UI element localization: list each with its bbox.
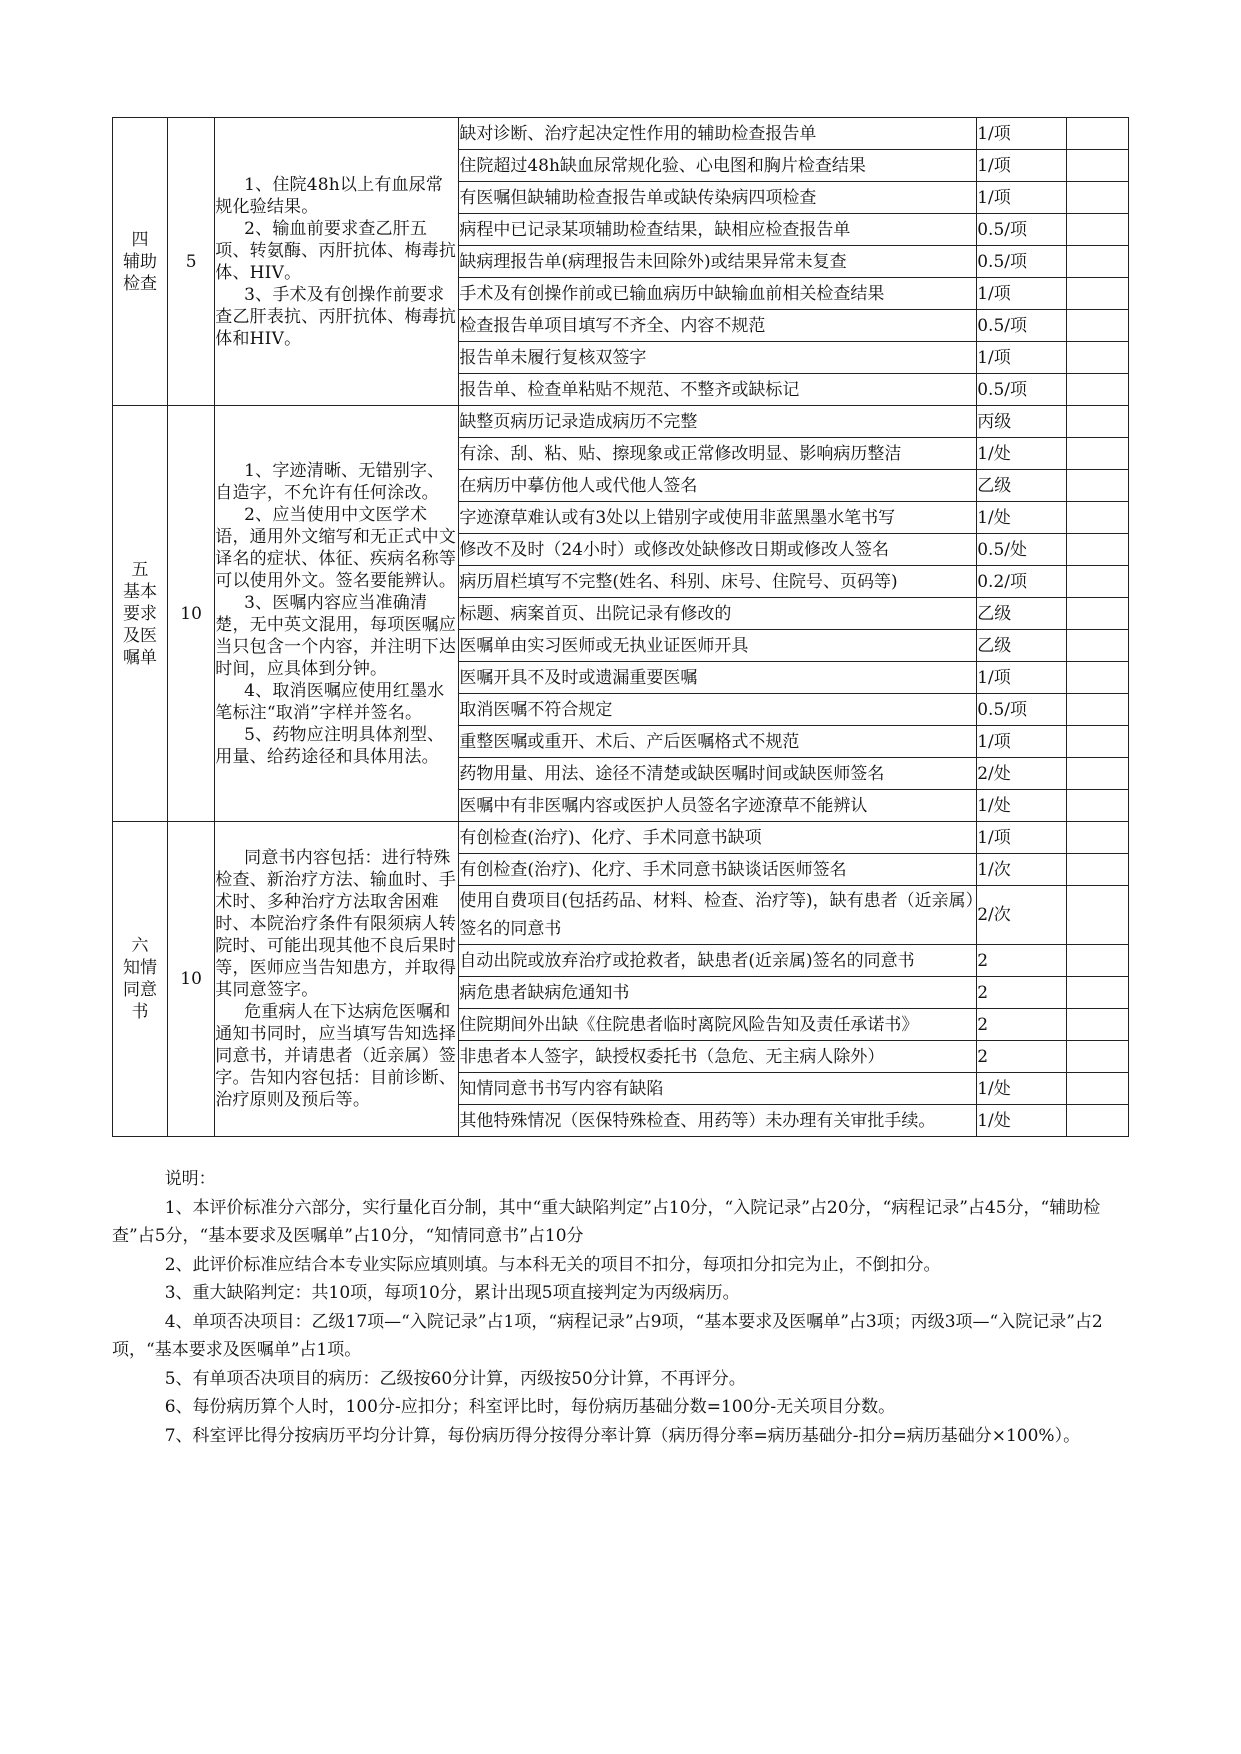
deduction-value: 1/项 xyxy=(977,118,1067,150)
requirement-paragraph: 3、医嘱内容应当准确清楚，无中英文混用，每项医嘱应当只包含一个内容，并注明下达时间，应具体到分钟。 xyxy=(215,592,457,679)
table-row xyxy=(113,406,1129,438)
score-blank-cell xyxy=(1067,790,1129,822)
deduction-item-text: 检查报告单项目填写不齐全、内容不规范 xyxy=(459,310,977,342)
score-blank-cell xyxy=(1067,694,1129,726)
deduction-item-text: 修改不及时（24小时）或修改处缺修改日期或修改人签名 xyxy=(459,534,977,566)
score-blank-cell xyxy=(1067,1041,1129,1073)
score-blank-cell xyxy=(1067,758,1129,790)
category-line: 要求 xyxy=(122,603,157,624)
requirement-paragraph: 1、住院48h以上有血尿常规化验结果。 xyxy=(215,174,444,217)
notes-title: 说明： xyxy=(164,1169,216,1189)
section-score: 10 xyxy=(167,822,214,1137)
note-line: 6、每份病历算个人时，100分-应扣分；科室评比时，每份病历基础分数=100分-无关项目分数。 xyxy=(164,1397,896,1417)
category-line: 六 xyxy=(131,936,149,956)
score-blank-cell xyxy=(1067,1009,1129,1041)
deduction-item-text: 字迹潦草难认或有3处以上错别字或使用非蓝黑墨水笔书写 xyxy=(459,502,977,534)
deduction-value: 1/处 xyxy=(977,438,1067,470)
score-blank-cell xyxy=(1067,118,1129,150)
deduction-item-text: 有创检查(治疗)、化疗、手术同意书缺项 xyxy=(459,822,977,854)
deduction-value: 1/项 xyxy=(977,726,1067,758)
deduction-value: 2 xyxy=(977,945,1067,977)
section-score: 10 xyxy=(167,406,214,822)
score-blank-cell xyxy=(1067,182,1129,214)
note-line: 1、本评价标准分六部分，实行量化百分制，其中“重大缺陷判定”占10分，“入院记录”占20分，“病程记录”占45分，“辅助检查”占5分，“基本要求及医嘱单”占10分，“知情同意书”占10分 xyxy=(112,1197,1101,1246)
deduction-item-text: 缺病理报告单(病理报告未回除外)或结果异常未复查 xyxy=(459,246,977,278)
deduction-item-text: 医嘱开具不及时或遗漏重要医嘱 xyxy=(459,662,977,694)
deduction-item-text: 有医嘱但缺辅助检查报告单或缺传染病四项检查 xyxy=(459,182,977,214)
score-blank-cell xyxy=(1067,150,1129,182)
deduction-value: 乙级 xyxy=(977,630,1067,662)
deduction-value: 2/次 xyxy=(977,886,1067,945)
deduction-item-text: 取消医嘱不符合规定 xyxy=(459,694,977,726)
score-blank-cell xyxy=(1067,214,1129,246)
deduction-value: 1/处 xyxy=(977,790,1067,822)
deduction-item-text: 病程中已记录某项辅助检查结果，缺相应检查报告单 xyxy=(459,214,977,246)
deduction-value: 2 xyxy=(977,1041,1067,1073)
deduction-item-text: 手术及有创操作前或已输血病历中缺输血前相关检查结果 xyxy=(459,278,977,310)
deduction-item-text: 病历眉栏填写不完整(姓名、科别、床号、住院号、页码等) xyxy=(459,566,977,598)
deduction-item-text: 报告单未履行复核双签字 xyxy=(459,342,977,374)
deduction-item-text: 非患者本人签字，缺授权委托书（急危、无主病人除外） xyxy=(459,1041,977,1073)
note-line: 5、有单项否决项目的病历：乙级按60分计算，丙级按50分计算，不再评分。 xyxy=(164,1368,746,1389)
deduction-value: 1/处 xyxy=(977,502,1067,534)
score-blank-cell xyxy=(1067,977,1129,1009)
section-requirements xyxy=(215,822,459,1137)
deduction-item-text: 自动出院或放弃治疗或抢救者，缺患者(近亲属)签名的同意书 xyxy=(459,945,977,977)
category-line: 基本 xyxy=(122,581,157,602)
deduction-value: 0.2/项 xyxy=(977,566,1067,598)
deduction-value: 0.5/项 xyxy=(977,214,1067,246)
section-category xyxy=(113,822,168,1137)
notes-lines xyxy=(112,1194,1129,1451)
deduction-item-text: 有涂、刮、粘、贴、擦现象或正常修改明显、影响病历整洁 xyxy=(459,438,977,470)
score-blank-cell xyxy=(1067,1105,1129,1137)
category-line: 检查 xyxy=(122,273,157,294)
requirement-paragraph: 4、取消医嘱应使用红墨水笔标注“取消”字样并签名。 xyxy=(215,680,445,723)
score-blank-cell xyxy=(1067,502,1129,534)
deduction-item-text: 使用自费项目(包括药品、材料、检查、治疗等)，缺有患者（近亲属）签名的同意书 xyxy=(459,886,977,945)
score-blank-cell xyxy=(1067,886,1129,945)
section-requirements xyxy=(215,118,459,406)
score-blank-cell xyxy=(1067,854,1129,886)
requirement-paragraph: 5、药物应注明具体剂型、用量、给药途径和具体用法。 xyxy=(215,724,445,767)
deduction-value: 1/项 xyxy=(977,182,1067,214)
requirement-paragraph: 3、手术及有创操作前要求查乙肝表抗、丙肝抗体、梅毒抗体和HIV。 xyxy=(215,284,457,349)
score-blank-cell xyxy=(1067,945,1129,977)
deduction-value: 0.5/项 xyxy=(977,374,1067,406)
score-blank-cell xyxy=(1067,1073,1129,1105)
table-row xyxy=(113,822,1129,854)
table-body xyxy=(113,118,1129,1137)
category-line: 同意 xyxy=(122,980,157,1000)
requirement-paragraph: 1、字迹清晰、无错别字、自造字，不允许有任何涂改。 xyxy=(215,460,445,503)
notes-section xyxy=(112,1165,1129,1450)
deduction-value: 1/处 xyxy=(977,1073,1067,1105)
deduction-value: 乙级 xyxy=(977,470,1067,502)
category-line: 辅助 xyxy=(122,251,157,272)
section-score: 5 xyxy=(167,118,214,406)
deduction-value: 1/处 xyxy=(977,1105,1067,1137)
score-blank-cell xyxy=(1067,470,1129,502)
deduction-value: 丙级 xyxy=(977,406,1067,438)
deduction-item-text: 报告单、检查单粘贴不规范、不整齐或缺标记 xyxy=(459,374,977,406)
deduction-item-text: 病危患者缺病危通知书 xyxy=(459,977,977,1009)
deduction-item-text: 缺整页病历记录造成病历不完整 xyxy=(459,406,977,438)
deduction-item-text: 住院期间外出缺《住院患者临时离院风险告知及责任承诺书》 xyxy=(459,1009,977,1041)
evaluation-standard-table xyxy=(112,117,1129,1137)
evaluation-standard-table-container xyxy=(112,117,1129,1137)
deduction-value: 1/项 xyxy=(977,278,1067,310)
section-category xyxy=(113,406,168,822)
deduction-value: 1/项 xyxy=(977,822,1067,854)
section-requirements xyxy=(215,406,459,822)
score-blank-cell xyxy=(1067,726,1129,758)
requirement-paragraph: 2、应当使用中文医学术语，通用外文缩写和无正式中文译名的症状、体征、疾病名称等可以使用外文。签名要能辨认。 xyxy=(215,504,457,591)
score-blank-cell xyxy=(1067,246,1129,278)
category-line: 嘱单 xyxy=(122,647,157,668)
score-blank-cell xyxy=(1067,278,1129,310)
score-blank-cell xyxy=(1067,534,1129,566)
table-row xyxy=(113,118,1129,150)
category-line: 知情 xyxy=(122,958,157,978)
score-blank-cell xyxy=(1067,598,1129,630)
deduction-item-text: 标题、病案首页、出院记录有修改的 xyxy=(459,598,977,630)
score-blank-cell xyxy=(1067,630,1129,662)
deduction-value: 乙级 xyxy=(977,598,1067,630)
score-blank-cell xyxy=(1067,342,1129,374)
category-line: 及医 xyxy=(122,625,157,646)
score-blank-cell xyxy=(1067,438,1129,470)
score-blank-cell xyxy=(1067,822,1129,854)
deduction-item-text: 缺对诊断、治疗起决定性作用的辅助检查报告单 xyxy=(459,118,977,150)
deduction-value: 2 xyxy=(977,977,1067,1009)
deduction-value: 1/项 xyxy=(977,662,1067,694)
deduction-value: 1/项 xyxy=(977,150,1067,182)
deduction-value: 2/处 xyxy=(977,758,1067,790)
score-blank-cell xyxy=(1067,406,1129,438)
deduction-item-text: 医嘱单由实习医师或无执业证医师开具 xyxy=(459,630,977,662)
deduction-item-text: 在病历中摹仿他人或代他人签名 xyxy=(459,470,977,502)
section-category xyxy=(113,118,168,406)
category-line: 书 xyxy=(131,1002,149,1022)
score-blank-cell xyxy=(1067,566,1129,598)
deduction-item-text: 有创检查(治疗)、化疗、手术同意书缺谈话医师签名 xyxy=(459,854,977,886)
deduction-value: 0.5/项 xyxy=(977,246,1067,278)
deduction-item-text: 药物用量、用法、途径不清楚或缺医嘱时间或缺医师签名 xyxy=(459,758,977,790)
requirement-paragraph: 2、输血前要求查乙肝五项、转氨酶、丙肝抗体、梅毒抗体、HIV。 xyxy=(215,218,457,283)
deduction-value: 1/项 xyxy=(977,342,1067,374)
deduction-item-text: 知情同意书书写内容有缺陷 xyxy=(459,1073,977,1105)
requirement-paragraph: 同意书内容包括：进行特殊检查、新治疗方法、输血时、手术时、多种治疗方法取舍困难时、本院治疗条件有限须病人转院时、可能出现其他不良后果时等，医师应当告知患方，并取得其同意签字。 xyxy=(215,848,457,1000)
deduction-item-text: 医嘱中有非医嘱内容或医护人员签名字迹潦草不能辨认 xyxy=(459,790,977,822)
deduction-value: 0.5/项 xyxy=(977,310,1067,342)
score-blank-cell xyxy=(1067,374,1129,406)
score-blank-cell xyxy=(1067,662,1129,694)
note-line: 7、科室评比得分按病历平均分计算，每份病历得分按得分率计算（病历得分率=病历基础分-扣分=病历基础分×100%）。 xyxy=(164,1425,1081,1446)
deduction-item-text: 住院超过48h缺血尿常规化验、心电图和胸片检查结果 xyxy=(459,150,977,182)
deduction-item-text: 其他特殊情况（医保特殊检查、用药等）未办理有关审批手续。 xyxy=(459,1105,977,1137)
note-line: 4、单项否决项目：乙级17项—“入院记录”占1项，“病程记录”占9项，“基本要求及医嘱单”占3项；丙级3项—“入院记录”占2项，“基本要求及医嘱单”占1项。 xyxy=(112,1311,1103,1360)
deduction-item-text: 重整医嘱或重开、术后、产后医嘱格式不规范 xyxy=(459,726,977,758)
deduction-value: 2 xyxy=(977,1009,1067,1041)
requirement-paragraph: 危重病人在下达病危医嘱和通知书同时，应当填写告知选择同意书，并请患者（近亲属）签字。告知内容包括：目前诊断、治疗原则及预后等。 xyxy=(215,1002,457,1110)
deduction-value: 1/次 xyxy=(977,854,1067,886)
deduction-value: 0.5/项 xyxy=(977,694,1067,726)
category-line: 五 xyxy=(131,559,149,580)
score-blank-cell xyxy=(1067,310,1129,342)
note-line: 2、此评价标准应结合本专业实际应填则填。与本科无关的项目不扣分，每项扣分扣完为止，不倒扣分。 xyxy=(164,1254,941,1275)
deduction-value: 0.5/处 xyxy=(977,534,1067,566)
note-line: 3、重大缺陷判定：共10项，每项10分，累计出现5项直接判定为丙级病历。 xyxy=(164,1283,740,1303)
category-line: 四 xyxy=(131,229,149,250)
